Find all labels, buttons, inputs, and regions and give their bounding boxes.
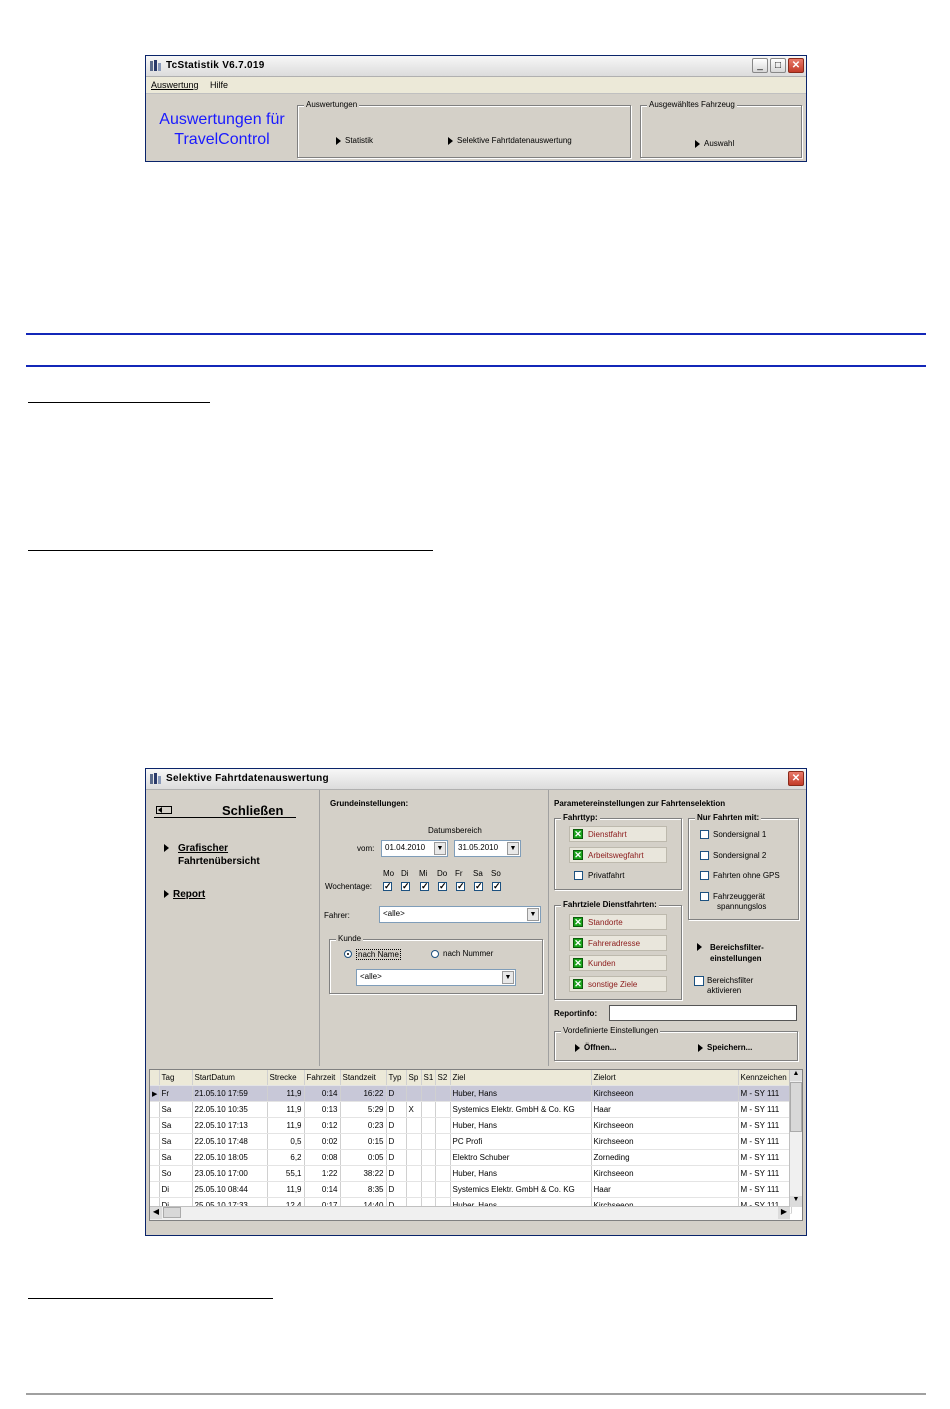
arrow-right-icon xyxy=(697,943,702,951)
hscroll-thumb[interactable] xyxy=(163,1207,181,1218)
column-header[interactable]: Strecke xyxy=(267,1070,304,1086)
group-fahrzeug-legend: Ausgewähltes Fahrzeug xyxy=(649,100,735,109)
sondersignal2-checkbox[interactable] xyxy=(700,851,709,860)
rule-bottom xyxy=(26,365,926,367)
arbeitsweg-label: Arbeitswegfahrt xyxy=(588,851,644,860)
table-cell: M - SY 111 xyxy=(738,1134,791,1150)
table-cell: 5:29 xyxy=(340,1102,386,1118)
app-icon xyxy=(149,772,162,785)
checkbox-sa[interactable]: ✓ xyxy=(475,881,483,891)
table-cell: 6,2 xyxy=(267,1150,304,1166)
fahrer-value: <alle> xyxy=(383,909,405,918)
table-cell: Sa xyxy=(159,1102,192,1118)
table-cell: 23.05.10 17:00 xyxy=(192,1166,267,1182)
close-label: Schließen xyxy=(222,803,284,818)
table-cell xyxy=(421,1182,435,1198)
maximize-button[interactable]: □ xyxy=(770,58,786,73)
brand-line-2: TravelControl xyxy=(174,131,270,148)
table-cell xyxy=(435,1086,450,1102)
table-cell xyxy=(421,1134,435,1150)
window-title-2: Selektive Fahrtdatenauswertung xyxy=(166,773,329,784)
date-to-picker[interactable] xyxy=(454,840,521,857)
nur-fahrten-legend: Nur Fahrten mit: xyxy=(697,813,760,822)
table-cell: 1:22 xyxy=(304,1166,340,1182)
table-cell: 0:14 xyxy=(304,1182,340,1198)
checkbox-so[interactable]: ✓ xyxy=(493,881,501,891)
checkbox-mo[interactable]: ✓ xyxy=(384,881,392,891)
ziele-legend: Fahrtziele Dienstfahrten: xyxy=(563,900,657,909)
table-cell: Huber, Hans xyxy=(450,1118,591,1134)
fahreradresse-option[interactable] xyxy=(569,935,667,951)
table-cell: Kirchseeon xyxy=(591,1134,738,1150)
day-fr: Fr xyxy=(455,869,463,878)
table-cell: 0:05 xyxy=(340,1150,386,1166)
day-do: Do xyxy=(437,869,448,878)
checked-icon: ✕ xyxy=(574,938,582,948)
table-cell: 0:13 xyxy=(304,1102,340,1118)
menu-auswertung[interactable]: Auswertung xyxy=(151,80,199,90)
table-row[interactable] xyxy=(150,1118,791,1134)
day-mo: Mo xyxy=(383,869,395,878)
sondersignal1-checkbox[interactable] xyxy=(700,830,709,839)
grafischer-link[interactable] xyxy=(164,842,260,868)
table-cell: So xyxy=(159,1166,192,1182)
ohne-gps-checkbox[interactable] xyxy=(700,871,709,880)
table-cell xyxy=(435,1182,450,1198)
chevron-down-icon[interactable]: ▼ xyxy=(434,842,446,855)
table-cell: M - SY 111 xyxy=(738,1182,791,1198)
bereichsfilter-chk-line2: aktivieren xyxy=(707,986,742,995)
table-cell: Kirchseeon xyxy=(591,1086,738,1102)
grafischer-line2: Fahrtenübersicht xyxy=(178,856,260,867)
column-header[interactable]: S1 xyxy=(421,1070,435,1086)
table-cell: 0:23 xyxy=(340,1118,386,1134)
arrow-right-icon xyxy=(695,140,700,148)
sonstige-ziele-label: sonstige Ziele xyxy=(588,980,638,989)
table-cell: D xyxy=(386,1134,406,1150)
menu-hilfe[interactable]: Hilfe xyxy=(210,80,229,90)
selektive-label: Selektive Fahrtdatenauswertung xyxy=(457,136,572,145)
checked-icon: ✕ xyxy=(574,979,582,989)
table-cell xyxy=(406,1182,421,1198)
reportinfo-input[interactable] xyxy=(609,1005,797,1021)
back-icon xyxy=(156,806,172,814)
footer-rule xyxy=(26,1393,926,1395)
bereichsfilter-chk-line1: Bereichsfilter xyxy=(707,976,754,985)
day-di: Di xyxy=(401,869,409,878)
standorte-option[interactable] xyxy=(569,914,667,930)
checkbox-di[interactable]: ✓ xyxy=(402,881,410,891)
fahrttyp-group xyxy=(554,813,682,890)
ziele-group xyxy=(554,900,682,1000)
column-header[interactable]: Ziel xyxy=(450,1070,591,1086)
param-heading: Parametereinstellungen zur Fahrtenselektion xyxy=(554,799,726,808)
table-cell: 11,9 xyxy=(267,1118,304,1134)
spannungslos-label: spannungslos xyxy=(717,902,767,911)
datumsbereich-label: Datumsbereich xyxy=(428,826,482,835)
kunden-option[interactable] xyxy=(569,955,667,971)
arrow-right-icon xyxy=(575,1044,580,1052)
selective-window xyxy=(145,768,807,1236)
table-cell xyxy=(435,1150,450,1166)
kunden-label: Kunden xyxy=(588,959,616,968)
heading-underline-3 xyxy=(28,1298,273,1299)
sonstige-ziele-option[interactable] xyxy=(569,976,667,992)
column-header[interactable]: Sp xyxy=(406,1070,421,1086)
scroll-left-icon[interactable]: ◀ xyxy=(150,1207,162,1219)
vordefiniert-legend: Vordefinierte Einstellungen xyxy=(563,1026,659,1035)
kunde-legend: Kunde xyxy=(338,934,362,943)
table-cell xyxy=(435,1134,450,1150)
dienstfahrt-option[interactable] xyxy=(569,826,667,842)
table-cell: Systemics Elektr. GmbH & Co. KG xyxy=(450,1182,591,1198)
rule-top xyxy=(26,333,926,335)
sondersignal2-label: Sondersignal 2 xyxy=(713,851,767,860)
column-header[interactable]: Zielort xyxy=(591,1070,738,1086)
table-cell: D xyxy=(386,1182,406,1198)
row-indicator xyxy=(150,1182,159,1198)
day-mi: Mi xyxy=(419,869,428,878)
fahrer-label: Fahrer: xyxy=(324,911,350,920)
table-cell xyxy=(406,1134,421,1150)
grafischer-line1: Grafischer xyxy=(178,843,229,854)
table-cell xyxy=(421,1166,435,1182)
table-cell xyxy=(435,1166,450,1182)
table-cell xyxy=(421,1086,435,1102)
radio-nach-nummer[interactable] xyxy=(431,950,439,958)
group-auswertungen-legend: Auswertungen xyxy=(306,100,358,109)
table-cell: D xyxy=(386,1166,406,1182)
day-so: So xyxy=(491,869,501,878)
radio-nach-nummer-label: nach Nummer xyxy=(443,949,494,958)
table-cell: 22.05.10 18:05 xyxy=(192,1150,267,1166)
checked-icon: ✕ xyxy=(574,829,582,839)
table-cell: M - SY 111 xyxy=(738,1102,791,1118)
checkbox-fr[interactable]: ✓ xyxy=(457,881,465,891)
scroll-right-icon[interactable]: ▶ xyxy=(778,1207,790,1219)
table-cell: Sa xyxy=(159,1150,192,1166)
row-indicator xyxy=(150,1118,159,1134)
row-indicator xyxy=(150,1150,159,1166)
row-indicator-header xyxy=(150,1070,159,1086)
row-indicator xyxy=(150,1134,159,1150)
table-cell: M - SY 111 xyxy=(738,1118,791,1134)
nur-fahrten-group xyxy=(688,813,799,920)
table-cell: Sa xyxy=(159,1118,192,1134)
checked-icon: ✕ xyxy=(574,917,582,927)
current-row-icon: ▶ xyxy=(150,1086,159,1102)
table-cell: Systemics Elektr. GmbH & Co. KG xyxy=(450,1102,591,1118)
wochentage-label: Wochentage: xyxy=(325,882,372,891)
statistik-link[interactable] xyxy=(336,136,373,145)
column-header[interactable]: Typ xyxy=(386,1070,406,1086)
table-cell: Kirchseeon xyxy=(591,1166,738,1182)
column-header[interactable]: Standzeit xyxy=(340,1070,386,1086)
table-cell: Haar xyxy=(591,1102,738,1118)
privatfahrt-label: Privatfahrt xyxy=(588,871,625,880)
table-cell: 16:22 xyxy=(340,1086,386,1102)
title-bar-2[interactable] xyxy=(146,769,806,790)
arrow-right-icon xyxy=(164,844,169,852)
bereichsfilter-line2: einstellungen xyxy=(710,954,762,963)
table-cell: 21.05.10 17:59 xyxy=(192,1086,267,1102)
report-label: Report xyxy=(173,889,206,900)
table-cell xyxy=(406,1150,421,1166)
table-cell xyxy=(421,1102,435,1118)
scroll-thumb[interactable] xyxy=(790,1082,802,1132)
table-cell: D xyxy=(386,1118,406,1134)
oeffnen-label: Öffnen... xyxy=(584,1043,617,1052)
row-indicator xyxy=(150,1166,159,1182)
table-cell: 0:12 xyxy=(304,1118,340,1134)
table-cell: 0,5 xyxy=(267,1134,304,1150)
vordefiniert-group xyxy=(554,1026,798,1061)
table-cell: 22.05.10 10:35 xyxy=(192,1102,267,1118)
table-cell: Huber, Hans xyxy=(450,1166,591,1182)
chevron-down-icon[interactable]: ▼ xyxy=(507,842,519,855)
arrow-right-icon xyxy=(698,1044,703,1052)
table-cell xyxy=(406,1086,421,1102)
chevron-down-icon[interactable]: ▼ xyxy=(502,971,514,984)
checkbox-do[interactable]: ✓ xyxy=(439,881,447,891)
grund-heading: Grundeinstellungen: xyxy=(330,799,409,808)
sondersignal1-label: Sondersignal 1 xyxy=(713,830,767,839)
main-window xyxy=(145,55,807,162)
privatfahrt-checkbox[interactable] xyxy=(574,871,583,880)
spannungslos-checkbox[interactable] xyxy=(700,892,709,901)
brand-title xyxy=(152,110,292,150)
table-cell xyxy=(435,1118,450,1134)
table-cell: Fr xyxy=(159,1086,192,1102)
report-link[interactable] xyxy=(164,889,205,900)
table-cell: 55,1 xyxy=(267,1166,304,1182)
table-cell: 8:35 xyxy=(340,1182,386,1198)
table-cell: 0:02 xyxy=(304,1134,340,1150)
title-bar[interactable] xyxy=(146,56,806,77)
table-cell: M - SY 111 xyxy=(738,1150,791,1166)
date-from-value: 01.04.2010 xyxy=(385,843,426,852)
checkbox-mi[interactable]: ✓ xyxy=(421,881,429,891)
table-cell: 0:14 xyxy=(304,1086,340,1102)
table-header-row xyxy=(150,1070,791,1086)
menu-bar xyxy=(146,77,806,94)
speichern-label: Speichern... xyxy=(707,1043,753,1052)
checked-icon: ✕ xyxy=(574,850,582,860)
kunde-group xyxy=(329,934,543,994)
table-cell: X xyxy=(406,1102,421,1118)
table-row[interactable] xyxy=(150,1182,791,1198)
statistik-label: Statistik xyxy=(345,136,374,145)
standorte-label: Standorte xyxy=(588,918,623,927)
table-cell: 11,9 xyxy=(267,1086,304,1102)
close-link[interactable] xyxy=(154,803,296,818)
table-cell: Sa xyxy=(159,1134,192,1150)
minimize-button[interactable]: _ xyxy=(752,58,768,73)
bereichsfilter-link[interactable] xyxy=(697,942,764,964)
table-cell: 25.05.10 08:44 xyxy=(192,1182,267,1198)
auswahl-link[interactable] xyxy=(695,139,734,148)
table-cell xyxy=(406,1166,421,1182)
table-cell: Haar xyxy=(591,1182,738,1198)
heading-underline-1 xyxy=(28,402,210,403)
radio-nach-name[interactable] xyxy=(344,950,352,958)
horizontal-scrollbar[interactable] xyxy=(150,1206,790,1220)
table-cell: Huber, Hans xyxy=(450,1086,591,1102)
checked-icon: ✕ xyxy=(574,958,582,968)
table-cell: Kirchseeon xyxy=(591,1118,738,1134)
table-cell: D xyxy=(386,1102,406,1118)
left-panel xyxy=(146,790,320,1066)
ohne-gps-label: Fahrten ohne GPS xyxy=(713,871,780,880)
close-button-2[interactable]: ✕ xyxy=(788,771,804,786)
arrow-right-icon xyxy=(448,137,453,145)
window-title: TcStatistik V6.7.019 xyxy=(166,60,265,71)
date-to-value: 31.05.2010 xyxy=(458,843,499,852)
oeffnen-link[interactable] xyxy=(575,1043,616,1052)
column-header[interactable]: Fahrzeit xyxy=(304,1070,340,1086)
table-cell: 0:08 xyxy=(304,1150,340,1166)
table-row[interactable] xyxy=(150,1166,791,1182)
bereichsfilter-checkbox[interactable] xyxy=(694,976,704,986)
vom-label: vom: xyxy=(357,844,375,853)
table-cell: 22.05.10 17:13 xyxy=(192,1118,267,1134)
radio-nach-name-label: nach Name xyxy=(358,950,399,959)
dienstfahrt-label: Dienstfahrt xyxy=(588,830,627,839)
fahrttyp-legend: Fahrttyp: xyxy=(563,813,598,822)
kunde-select[interactable] xyxy=(356,969,516,986)
trips-table xyxy=(150,1070,792,1214)
fahrer-select[interactable] xyxy=(379,906,541,923)
table-row[interactable] xyxy=(150,1102,791,1118)
vertical-scrollbar[interactable] xyxy=(789,1070,802,1207)
table-row[interactable] xyxy=(150,1086,791,1102)
table-cell: D xyxy=(386,1150,406,1166)
table-cell xyxy=(421,1150,435,1166)
arrow-right-icon xyxy=(336,137,341,145)
data-grid xyxy=(149,1069,803,1221)
app-icon xyxy=(149,59,162,72)
table-cell xyxy=(435,1102,450,1118)
table-cell: Elektro Schuber xyxy=(450,1150,591,1166)
group-fahrzeug xyxy=(640,100,802,158)
table-cell: 0:15 xyxy=(340,1134,386,1150)
arrow-right-icon xyxy=(164,890,169,898)
table-cell: 38:22 xyxy=(340,1166,386,1182)
auswahl-label: Auswahl xyxy=(704,139,735,148)
table-cell: M - SY 111 xyxy=(738,1086,791,1102)
group-auswertungen xyxy=(297,100,631,158)
date-from-picker[interactable] xyxy=(381,840,448,857)
row-indicator xyxy=(150,1102,159,1118)
chevron-down-icon[interactable]: ▼ xyxy=(527,908,539,921)
scroll-down-icon[interactable]: ▼ xyxy=(790,1196,802,1207)
column-header[interactable]: S2 xyxy=(435,1070,450,1086)
table-cell xyxy=(421,1118,435,1134)
kunde-value: <alle> xyxy=(360,972,382,981)
day-sa: Sa xyxy=(473,869,483,878)
scroll-up-icon[interactable]: ▲ xyxy=(790,1070,802,1081)
table-cell: PC Profi xyxy=(450,1134,591,1150)
fahrzeuggeraet-label: Fahrzeuggerät xyxy=(713,892,766,901)
bereichsfilter-line1: Bereichsfilter- xyxy=(710,943,764,952)
fahreradresse-label: Fahreradresse xyxy=(588,939,641,948)
table-cell: Zorneding xyxy=(591,1150,738,1166)
close-button[interactable]: ✕ xyxy=(788,58,804,73)
table-row[interactable] xyxy=(150,1134,791,1150)
brand-line-1: Auswertungen für xyxy=(159,111,285,128)
table-cell xyxy=(406,1118,421,1134)
table-cell: 22.05.10 17:48 xyxy=(192,1134,267,1150)
speichern-link[interactable] xyxy=(698,1043,752,1052)
table-cell: 11,9 xyxy=(267,1102,304,1118)
table-cell: 11,9 xyxy=(267,1182,304,1198)
table-row[interactable] xyxy=(150,1150,791,1166)
table-cell: Di xyxy=(159,1182,192,1198)
reportinfo-label: Reportinfo: xyxy=(554,1009,598,1018)
arbeitsweg-option[interactable] xyxy=(569,847,667,863)
table-cell: D xyxy=(386,1086,406,1102)
column-header[interactable]: Tag xyxy=(159,1070,192,1086)
bereichsfilter-chk-label xyxy=(707,976,753,996)
column-header[interactable]: StartDatum xyxy=(192,1070,267,1086)
selektive-link[interactable] xyxy=(448,136,572,145)
column-header[interactable]: Kennzeichen xyxy=(738,1070,791,1086)
heading-underline-2 xyxy=(28,550,433,551)
table-cell: M - SY 111 xyxy=(738,1166,791,1182)
